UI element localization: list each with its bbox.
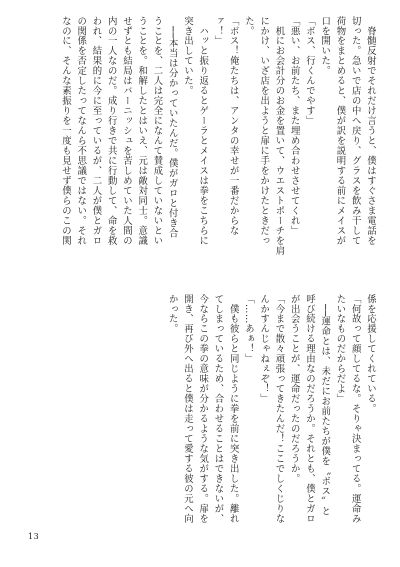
text-line: 僕も彼らと同じように拳を前に突き出した。離れ (227, 294, 239, 524)
text-line: 今ならこの拳の意味が分かるような気がする。扉を (197, 294, 209, 524)
text-line: うことを。和解したとはいえ、元は敵対同士。意識 (136, 16, 148, 246)
text-line: 「今まで散々頑張ってきたんだ！ここでしくじりな (273, 294, 285, 524)
text-line: た。 (243, 16, 254, 36)
text-line: かった。 (166, 294, 178, 334)
lower-text-block (166, 294, 378, 542)
text-line: が出会うことが、運命だったのだろうか。 (288, 294, 300, 484)
text-line: うことを、二人は完全になんて賛成していないとい (151, 16, 163, 246)
text-line: んかすんじゃねぇぞ！」 (258, 294, 270, 404)
text-line: ──運命とは、未だにお前たちが僕を〝ボス〟と (319, 294, 331, 517)
text-line: 荷物をまとめると、僕が訳を説明する前にメイスが (334, 16, 346, 246)
page-number: 13 (28, 532, 40, 541)
text-line: 脊髄反射でそれだけ言うと、僕はすぐさま電話を (365, 16, 376, 246)
text-line: 突き出していた。 (182, 16, 193, 96)
text-line: 係を応援してくれている。 (365, 294, 376, 414)
text-line: 呼び続ける理由なのだろうか。それとも、僕とガロ (304, 294, 315, 524)
text-line: にかけ、いざ店を出ようと扉に手をかけたときだっ (258, 16, 270, 246)
text-line: 開き、再び外へ出ると僕は走って愛する彼の元へ向 (182, 294, 193, 524)
text-line: 「何故って顔してるな。そりゃ決まってる。運命み (349, 294, 361, 524)
text-line: 「ボス！俺たちは、アンタの幸せが一番だからな (227, 16, 239, 236)
text-line: ハッと振り返るとゲーラとメイスは拳をこちらに (197, 16, 209, 246)
text-line: 口を開いた。 (319, 16, 331, 76)
upper-text-block (22, 16, 378, 264)
text-line: 切った。急いで店の中へ戻り、グラスを飲み干して (349, 16, 361, 246)
text-line: 机にお会計分のお金を置いて、ウエストポーチを肩 (273, 16, 285, 256)
text-line: の関係を否定したってなんら不思議ではない。それ (75, 16, 87, 246)
text-line: たいなものだからだよ」 (334, 294, 346, 404)
text-line: なのに、そんな素振りを一度も見せず僕らのこの関 (60, 16, 71, 246)
text-line: ──本当は分かっていたんだ。僕がガロと付き合 (166, 16, 178, 239)
text-line: われ、結果的に今に至っているが、二人が僕とガロ (90, 16, 102, 246)
text-line: せずとも結局はバーニッシュを苦しめていた人間の (121, 16, 132, 246)
text-line: てしまっているため、合わせることはできないが、 (212, 294, 224, 524)
text-line: 「……あぁ！」 (243, 294, 254, 364)
text-line: 内の一人なのだ。成り行きで共に行動して、命を救 (105, 16, 117, 246)
text-line: 「悪い、お前たち、また埋め合わせさせてくれ」 (288, 16, 300, 236)
text-line: 「ボス、行くんでやす」 (304, 16, 315, 126)
text-line: ァ！」 (212, 16, 224, 46)
